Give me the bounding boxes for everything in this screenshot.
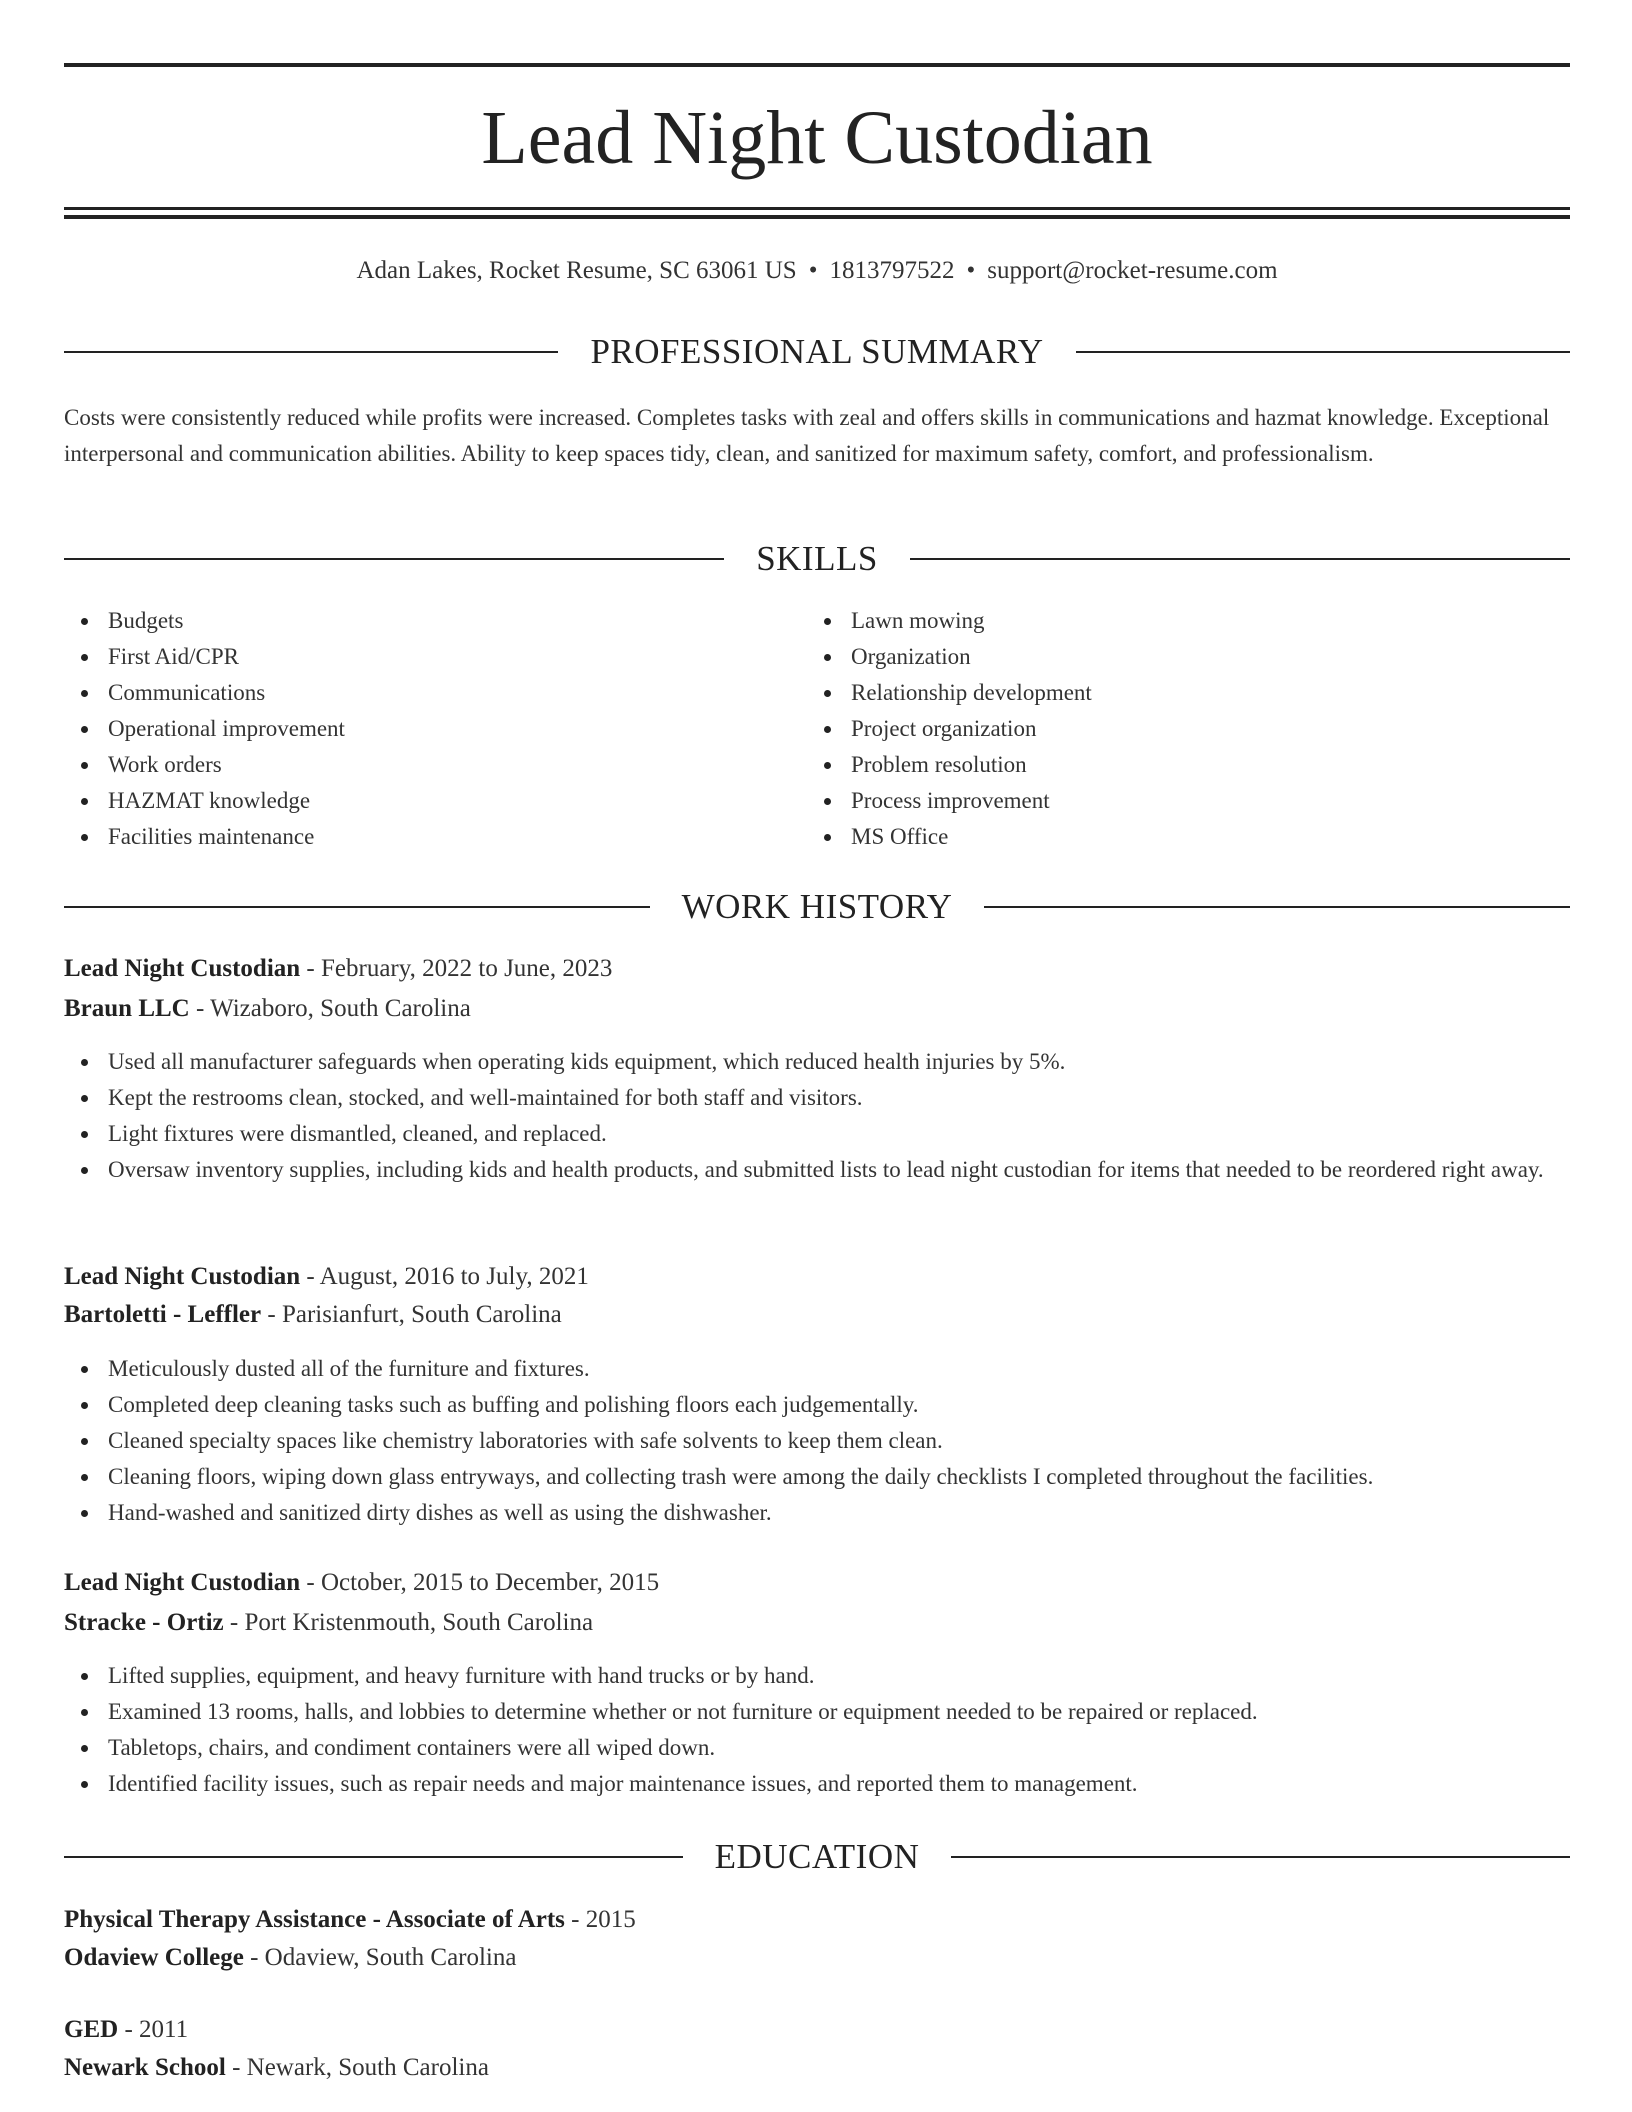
dash: - (300, 1569, 321, 1596)
skills-list-right (807, 603, 1507, 855)
dash: - (300, 1263, 320, 1290)
skill-item: MS Office (807, 819, 1507, 855)
contact-phone: 1813797522 (829, 257, 955, 284)
dash: - (243, 1944, 265, 1971)
dash: - (261, 1301, 282, 1328)
job-bullets (64, 1658, 1570, 1802)
education-location: Newark, South Carolina (246, 2054, 489, 2081)
job-bullet: Tabletops, chairs, and condiment containers were all wiped down. (64, 1730, 1570, 1766)
heading-rule (64, 558, 724, 560)
summary-heading (64, 330, 1570, 374)
education-school: Odaview College (64, 1944, 244, 1971)
education-degree: Physical Therapy Assistance - Associate of Arts (64, 1906, 565, 1933)
job-dates: February, 2022 to June, 2023 (321, 955, 613, 982)
job-company: Bartoletti - Leffler (64, 1301, 262, 1328)
title-rule-upper (64, 207, 1570, 210)
job-bullet: Hand-washed and sanitized dirty dishes as well as using the dishwasher. (64, 1495, 1570, 1531)
education-school-line (64, 1940, 516, 1976)
education-school: Newark School (64, 2054, 226, 2081)
education-degree: GED (64, 2016, 119, 2043)
education-heading (64, 1835, 1570, 1879)
contact-separator: • (808, 257, 818, 284)
job-bullet: Completed deep cleaning tasks such as buffing and polishing floors each judgementally. (64, 1387, 1570, 1423)
job-company: Braun LLC (64, 995, 190, 1022)
heading-rule (64, 1856, 683, 1858)
dash: - (300, 955, 321, 982)
job-bullet: Oversaw inventory supplies, including kids and health products, and submitted lists to lead night custodian for items that needed to be reordered right away. (64, 1152, 1570, 1188)
skill-item: Lawn mowing (807, 603, 1507, 639)
job-bullet: Meticulously dusted all of the furniture and fixtures. (64, 1351, 1570, 1387)
job-title-line (64, 1259, 589, 1295)
job-title: Lead Night Custodian (64, 1263, 301, 1290)
dash: - (118, 2016, 140, 2043)
skill-item: Relationship development (807, 675, 1507, 711)
dash: - (225, 2054, 247, 2081)
job-bullets (64, 1044, 1570, 1188)
work-heading (64, 885, 1570, 929)
skill-item: Communications (64, 675, 764, 711)
heading-rule (64, 351, 558, 353)
skills-heading-text: SKILLS (756, 539, 878, 578)
job-bullet: Cleaning floors, wiping down glass entryways, and collecting trash were among the daily checklists I completed throughout the facilities. (64, 1459, 1570, 1495)
job-bullet: Lifted supplies, equipment, and heavy furniture with hand trucks or by hand. (64, 1658, 1570, 1694)
heading-rule (951, 1856, 1570, 1858)
job-bullet: Cleaned specialty spaces like chemistry laboratories with safe solvents to keep them clean. (64, 1423, 1570, 1459)
dash: - (564, 1906, 586, 1933)
job-title: Lead Night Custodian (64, 1569, 301, 1596)
skill-item: Problem resolution (807, 747, 1507, 783)
skills-heading (64, 537, 1570, 581)
job-company-line (64, 1605, 593, 1641)
title-rule-lower (64, 215, 1570, 219)
work-heading-text: WORK HISTORY (681, 887, 953, 926)
contact-separator: • (966, 257, 976, 284)
skill-item: Process improvement (807, 783, 1507, 819)
job-dates: August, 2016 to July, 2021 (319, 1263, 589, 1290)
job-bullet: Identified facility issues, such as repair needs and major maintenance issues, and reported them to management. (64, 1766, 1570, 1802)
contact-address: Adan Lakes, Rocket Resume, SC 63061 US (356, 257, 797, 284)
skill-item: Organization (807, 639, 1507, 675)
skill-item: First Aid/CPR (64, 639, 764, 675)
education-heading-text: EDUCATION (714, 1837, 920, 1876)
skills-list-left (64, 603, 764, 855)
job-bullet: Light fixtures were dismantled, cleaned, and replaced. (64, 1116, 1570, 1152)
job-bullet: Examined 13 rooms, halls, and lobbies to determine whether or not furniture or equipment needed to be repaired or replaced. (64, 1694, 1570, 1730)
heading-rule (910, 558, 1570, 560)
education-degree-line (64, 1902, 636, 1938)
job-company-line (64, 991, 471, 1027)
job-location: Port Kristenmouth, South Carolina (244, 1609, 594, 1636)
heading-rule (984, 906, 1570, 908)
job-title-line (64, 951, 612, 987)
job-bullets (64, 1351, 1570, 1531)
education-year: 2015 (585, 1906, 636, 1933)
job-bullet: Kept the restrooms clean, stocked, and well-maintained for both staff and visitors. (64, 1080, 1570, 1116)
contact-email: support@rocket-resume.com (987, 257, 1278, 284)
summary-heading-text: PROFESSIONAL SUMMARY (590, 332, 1044, 371)
job-bullet: Used all manufacturer safeguards when operating kids equipment, which reduced health injuries by 5%. (64, 1044, 1570, 1080)
job-location: Wizaboro, South Carolina (210, 995, 471, 1022)
job-dates: October, 2015 to December, 2015 (321, 1569, 660, 1596)
job-company: Stracke - Ortiz (64, 1609, 224, 1636)
dash: - (189, 995, 211, 1022)
skill-item: Budgets (64, 603, 764, 639)
job-title-line (64, 1565, 659, 1601)
resume-title: Lead Night Custodian (481, 96, 1153, 180)
education-year: 2011 (139, 2016, 189, 2043)
skill-item: Project organization (807, 711, 1507, 747)
skill-item: Work orders (64, 747, 764, 783)
education-location: Odaview, South Carolina (264, 1944, 517, 1971)
top-rule (64, 63, 1570, 67)
skill-item: Facilities maintenance (64, 819, 764, 855)
dash: - (223, 1609, 245, 1636)
heading-rule (1076, 351, 1570, 353)
heading-rule (64, 906, 650, 908)
contact-line (64, 253, 1570, 289)
job-company-line (64, 1297, 562, 1333)
summary-text: Costs were consistently reduced while profits were increased. Completes tasks with zeal and offers skills in communications and hazmat knowledge. Exceptional interpersonal and communication abilities. Ability to keep spaces tidy, clean, and sanitized for maximum safety, comfort, and professionalism. (64, 405, 1550, 466)
job-title: Lead Night Custodian (64, 955, 301, 982)
job-location: Parisianfurt, South Carolina (281, 1301, 562, 1328)
education-degree-line (64, 2012, 188, 2048)
skill-item: HAZMAT knowledge (64, 783, 764, 819)
education-school-line (64, 2050, 489, 2086)
skill-item: Operational improvement (64, 711, 764, 747)
